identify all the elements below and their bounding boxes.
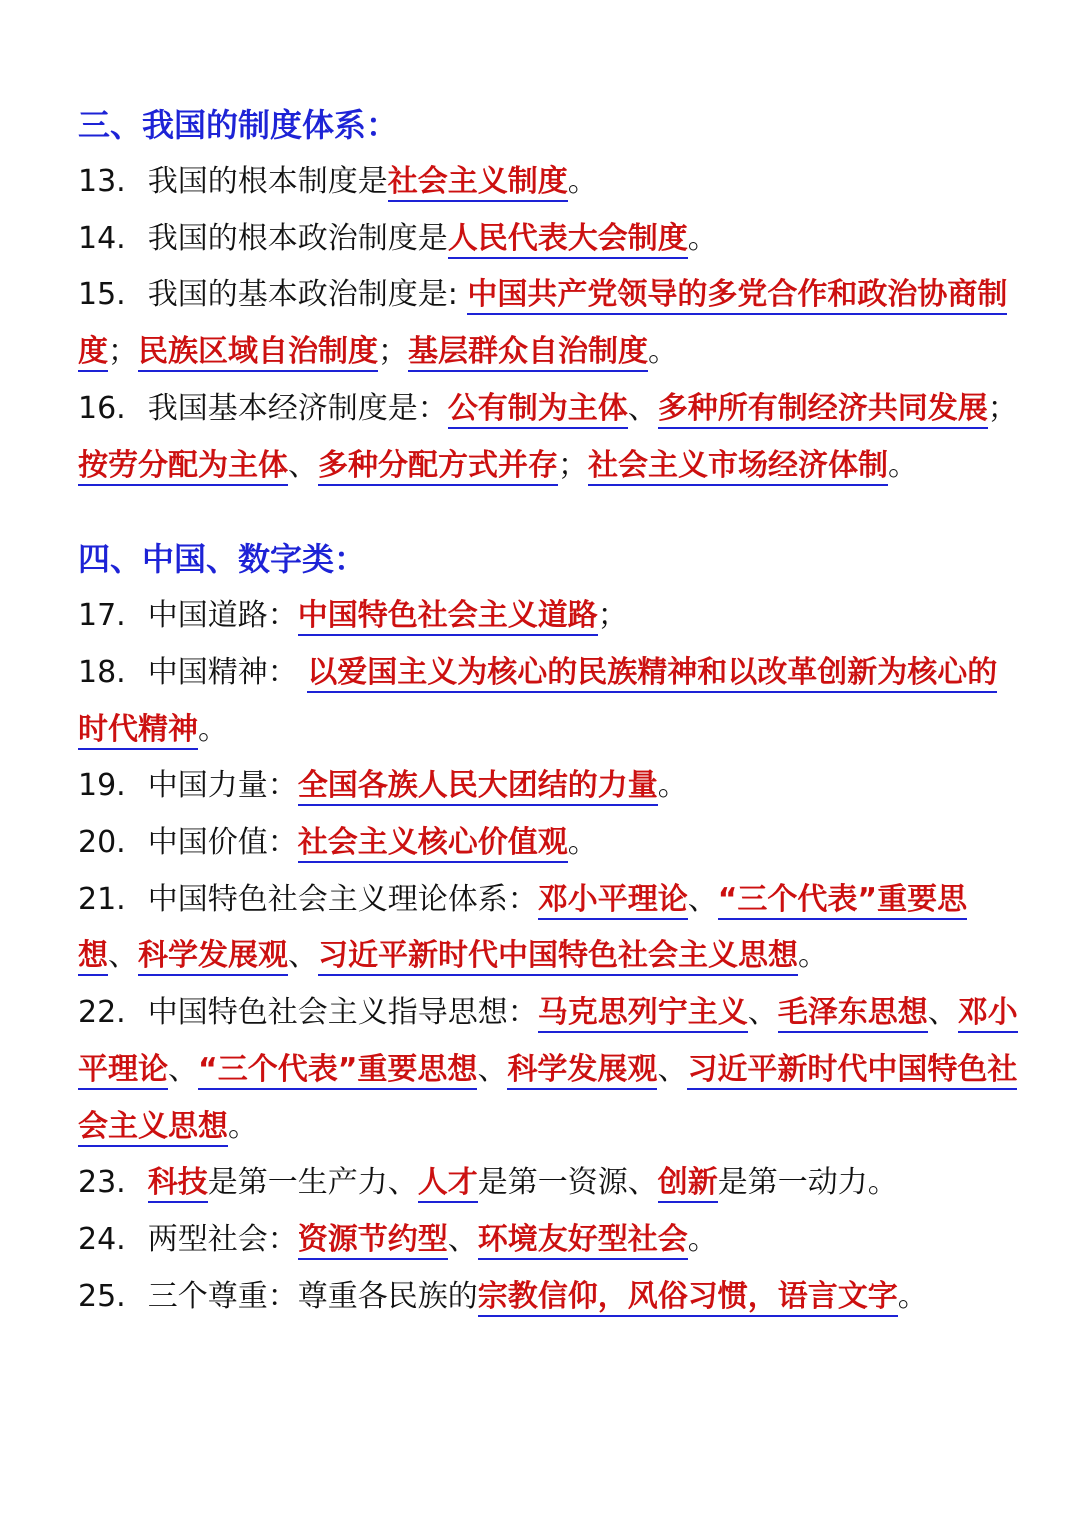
item-text: 、	[627, 390, 658, 426]
item-text: 是第一动力。	[717, 1165, 898, 1201]
document-content	[78, 96, 1018, 1325]
item-text: 、	[477, 1051, 508, 1087]
section	[78, 530, 1018, 1325]
item-number: 18.	[78, 654, 126, 690]
answer-text: 以爱国主义为核心的民族精神和以改革创新为核心的时代精神	[78, 655, 997, 750]
item-number: 16.	[78, 390, 126, 426]
item-text: ；	[378, 334, 408, 370]
item-text: 。	[567, 825, 598, 861]
answer-text: 宗教信仰，风俗习惯，语言文字	[478, 1279, 898, 1317]
answer-text: 多种所有制经济共同发展	[658, 391, 988, 429]
item-text: 。	[567, 164, 598, 199]
answer-text: 多种分配方式并存	[318, 448, 558, 486]
answer-text: 民族区域自治制度	[138, 334, 378, 372]
list-item	[78, 758, 1018, 815]
answer-text: 科学发展观	[507, 1052, 657, 1090]
item-text: 、	[447, 1221, 478, 1257]
item-number: 15.	[78, 277, 126, 313]
item-text: ；	[987, 390, 1018, 426]
item-text: 。	[198, 711, 228, 747]
answer-text: 中国特色社会主义道路	[298, 598, 598, 636]
item-text: 我国的根本制度是	[147, 164, 388, 199]
item-text: 中国精神：	[147, 654, 308, 690]
item-text: 、	[168, 1051, 198, 1087]
section-heading: 四、中国、数字类：	[78, 540, 367, 579]
answer-text: “三个代表”重要思想	[198, 1052, 477, 1090]
item-number: 23.	[78, 1165, 126, 1201]
item-text: 中国价值：	[147, 825, 298, 861]
item-text: 我国基本经济制度是：	[147, 390, 448, 426]
list-item	[78, 588, 1018, 645]
answer-text: 全国各族人民大团结的力量	[298, 768, 658, 806]
answer-text: 习近平新时代中国特色社会主义思想	[78, 1052, 1017, 1147]
answer-text: 创新	[658, 1165, 718, 1203]
list-item	[78, 1155, 1018, 1212]
list-item	[78, 154, 1018, 211]
item-text: 、	[288, 938, 318, 974]
item-text: 两型社会：	[147, 1221, 298, 1257]
answer-text: 科学发展观	[138, 938, 288, 976]
item-text: 我国的基本政治制度是:	[147, 277, 468, 313]
item-number: 22.	[78, 995, 126, 1031]
answer-text: 按劳分配为主体	[78, 448, 288, 486]
answer-text: 毛泽东思想	[778, 995, 928, 1033]
item-number: 24.	[78, 1221, 126, 1257]
answer-text: 马克思列宁主义	[538, 995, 748, 1033]
list-item	[78, 381, 1018, 494]
answer-text: 科技	[148, 1165, 208, 1203]
list-item	[78, 1212, 1018, 1269]
item-number: 19.	[78, 768, 126, 804]
item-text: ；	[558, 447, 588, 483]
item-text: 中国道路：	[147, 598, 298, 634]
document-page	[78, 96, 1018, 1325]
item-text: 是第一生产力、	[207, 1165, 418, 1201]
answer-text: 邓小平理论	[78, 995, 1018, 1090]
section-heading: 三、我国的制度体系：	[78, 106, 399, 144]
answer-text: 社会主义核心价值观	[298, 825, 568, 863]
answer-text: 公有制为主体	[448, 391, 628, 429]
answer-text: 资源节约型	[298, 1222, 448, 1260]
item-text: 。	[687, 1221, 718, 1257]
list-item	[78, 211, 1018, 268]
item-text: 。	[228, 1108, 258, 1144]
item-number: 17.	[78, 598, 126, 634]
item-text: 。	[897, 1278, 928, 1314]
item-text: 、	[747, 995, 778, 1031]
item-text: 是第一资源、	[477, 1165, 658, 1201]
answer-text: 中国共产党领导的多党合作和政治协商制度	[78, 277, 1007, 372]
item-text: 。	[888, 447, 918, 483]
item-text: 中国特色社会主义理论体系：	[147, 881, 538, 917]
item-text: ；	[108, 334, 138, 370]
list-item	[78, 872, 1018, 985]
answer-text: 邓小平理论	[538, 882, 688, 920]
item-number: 25.	[78, 1278, 126, 1314]
answer-text: 人民代表大会制度	[448, 221, 688, 259]
item-text: 。	[657, 768, 688, 804]
answer-text: 人才	[418, 1165, 478, 1203]
item-number: 13.	[78, 164, 126, 199]
answer-text: “三个代表”重要思想	[78, 882, 967, 977]
list-item	[78, 985, 1018, 1155]
item-number: 14.	[78, 220, 126, 256]
item-text: 。	[687, 220, 718, 256]
item-text: 。	[798, 938, 828, 974]
section	[78, 96, 1018, 494]
item-text: 。	[648, 334, 678, 370]
item-text: 我国的根本政治制度是	[147, 220, 448, 256]
answer-text: 基层群众自治制度	[408, 334, 648, 372]
item-text: 、	[657, 1051, 688, 1087]
answer-text: 社会主义市场经济体制	[588, 448, 888, 486]
item-text: 中国特色社会主义指导思想：	[147, 995, 538, 1031]
item-number: 20.	[78, 825, 126, 861]
list-item	[78, 815, 1018, 872]
item-text: 三个尊重：尊重各民族的	[147, 1278, 478, 1314]
item-number: 21.	[78, 881, 126, 917]
item-text: 、	[288, 447, 318, 483]
answer-text: 社会主义制度	[388, 164, 568, 202]
list-item	[78, 267, 1018, 380]
item-text: 、	[108, 938, 138, 974]
item-text: 、	[687, 881, 718, 917]
answer-text: 习近平新时代中国特色社会主义思想	[318, 938, 798, 976]
item-text: ；	[597, 598, 628, 634]
item-text: 、	[927, 995, 958, 1031]
list-item	[78, 1269, 1018, 1326]
item-text: 中国力量：	[147, 768, 298, 804]
list-item	[78, 645, 1018, 758]
answer-text: 环境友好型社会	[478, 1222, 688, 1260]
